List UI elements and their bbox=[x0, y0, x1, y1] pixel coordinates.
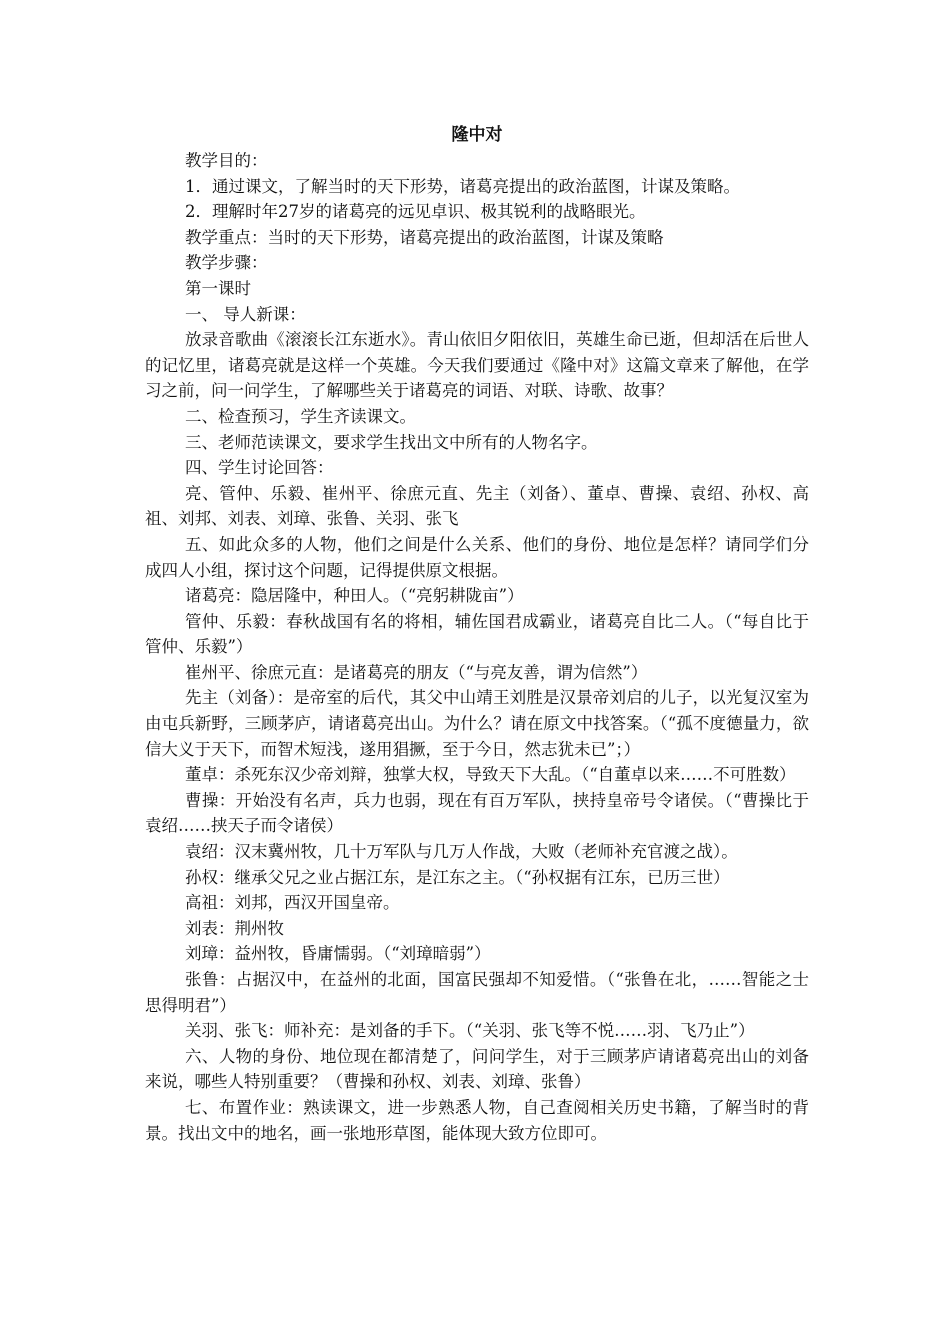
paragraph: 亮、管仲、乐毅、崔州平、徐庶元直、先主（刘备）、董卓、曹操、袁绍、孙权、高祖、刘邦、刘表、刘璋、张鲁、关羽、张飞 bbox=[145, 483, 809, 529]
document-page bbox=[145, 122, 809, 1146]
paragraph: 二、检查预习，学生齐读课文。 bbox=[185, 406, 416, 426]
paragraph: 董卓：杀死东汉少帝刘辩，独掌大权，导致天下大乱。（“自董卓以来……不可胜数） bbox=[185, 765, 796, 785]
paragraph: 孙权：继承父兄之业占据江东，是江东之主。（“孙权据有江东，已历三世） bbox=[185, 867, 730, 887]
paragraph: 先主（刘备）：是帝室的后代，其父中山靖王刘胜是汉景帝刘启的儿子，以光复汉室为由屯兵新野，三顾茅庐，请诸葛亮出山。为什么？请在原文中找答案。（“孤不度德量力，欲信大义于天下，而智术短浅，遂用猖撅，至于今日，然志犹未已”；） bbox=[145, 688, 809, 759]
paragraph: 张鲁：占据汉中，在益州的北面，国富民强却不知爱惜。（“张鲁在北，……智能之士思得明君”） bbox=[145, 970, 809, 1015]
paragraph: 2．理解时年27岁的诸葛亮的远见卓识、极其锐利的战略眼光。 bbox=[185, 202, 646, 222]
document-title: 隆中对 bbox=[451, 125, 503, 145]
paragraph: 1．通过课文，了解当时的天下形势，诸葛亮提出的政治蓝图，计谋及策略。 bbox=[185, 176, 740, 196]
paragraph: 高祖：刘邦，西汉开国皇帝。 bbox=[185, 893, 400, 913]
paragraph: 第一课时 bbox=[185, 278, 251, 298]
paragraph: 教学目的： bbox=[185, 151, 268, 170]
paragraph: 四、学生讨论回答： bbox=[185, 458, 334, 478]
paragraph: 关羽、张飞：师补充：是刘备的手下。（“关羽、张飞等不悦……羽、飞乃止”） bbox=[185, 1021, 755, 1041]
paragraph: 崔州平、徐庶元直：是诸葛亮的朋友（“与亮友善，谓为信然”） bbox=[185, 662, 648, 682]
paragraph: 刘璋：益州牧，昏庸懦弱。（“刘璋暗弱”） bbox=[185, 944, 491, 964]
paragraph: 刘表：荆州牧 bbox=[185, 918, 284, 938]
paragraph: 教学步骤： bbox=[185, 253, 268, 273]
paragraph: 管仲、乐毅：春秋战国有名的将相，辅佐国君成霸业，诸葛亮自比二人。（“每自比于管仲、乐毅”） bbox=[145, 611, 809, 657]
document-body bbox=[145, 148, 809, 1146]
paragraph: 袁绍：汉末冀州牧，几十万军队与几万人作战，大败（老师补充官渡之战）。 bbox=[185, 842, 738, 862]
paragraph: 教学重点：当时的天下形势，诸葛亮提出的政治蓝图，计谋及策略 bbox=[185, 227, 664, 247]
paragraph: 诸葛亮：隐居隆中，种田人。（“亮躬耕陇亩”） bbox=[185, 586, 524, 606]
paragraph: 一、 导人新课： bbox=[185, 304, 306, 324]
paragraph: 七、布置作业：熟读课文，进一步熟悉人物，自己查阅相关历史书籍，了解当时的背景。找出文中的地名，画一张地形草图，能体现大致方位即可。 bbox=[145, 1097, 809, 1143]
paragraph: 曹操：开始没有名声，兵力也弱，现在有百万军队，挟持皇帝号令诸侯。（“曹操比于袁绍……挟天子而令诸侯） bbox=[145, 790, 809, 836]
paragraph: 六、人物的身份、地位现在都清楚了，问问学生，对于三顾茅庐请诸葛亮出山的刘备来说，哪些人特别重要？（曹操和孙权、刘表、刘璋、张鲁） bbox=[145, 1046, 809, 1092]
paragraph: 放录音歌曲《滚滚长江东逝水》。青山依旧夕阳依旧，英雄生命已逝，但却活在后世人的记忆里，诸葛亮就是这样一个英雄。今天我们要通过《隆中对》这篇文章来了解他，在学习之前，问一问学生，了解哪些关于诸葛亮的词语、对联、诗歌、故事？ bbox=[145, 330, 809, 401]
paragraph: 三、老师范读课文，要求学生找出文中所有的人物名字。 bbox=[185, 432, 598, 452]
paragraph: 五、如此众多的人物，他们之间是什么关系、他们的身份、地位是怎样？请同学们分成四人小组，探讨这个问题，记得提供原文根据。 bbox=[145, 534, 809, 580]
